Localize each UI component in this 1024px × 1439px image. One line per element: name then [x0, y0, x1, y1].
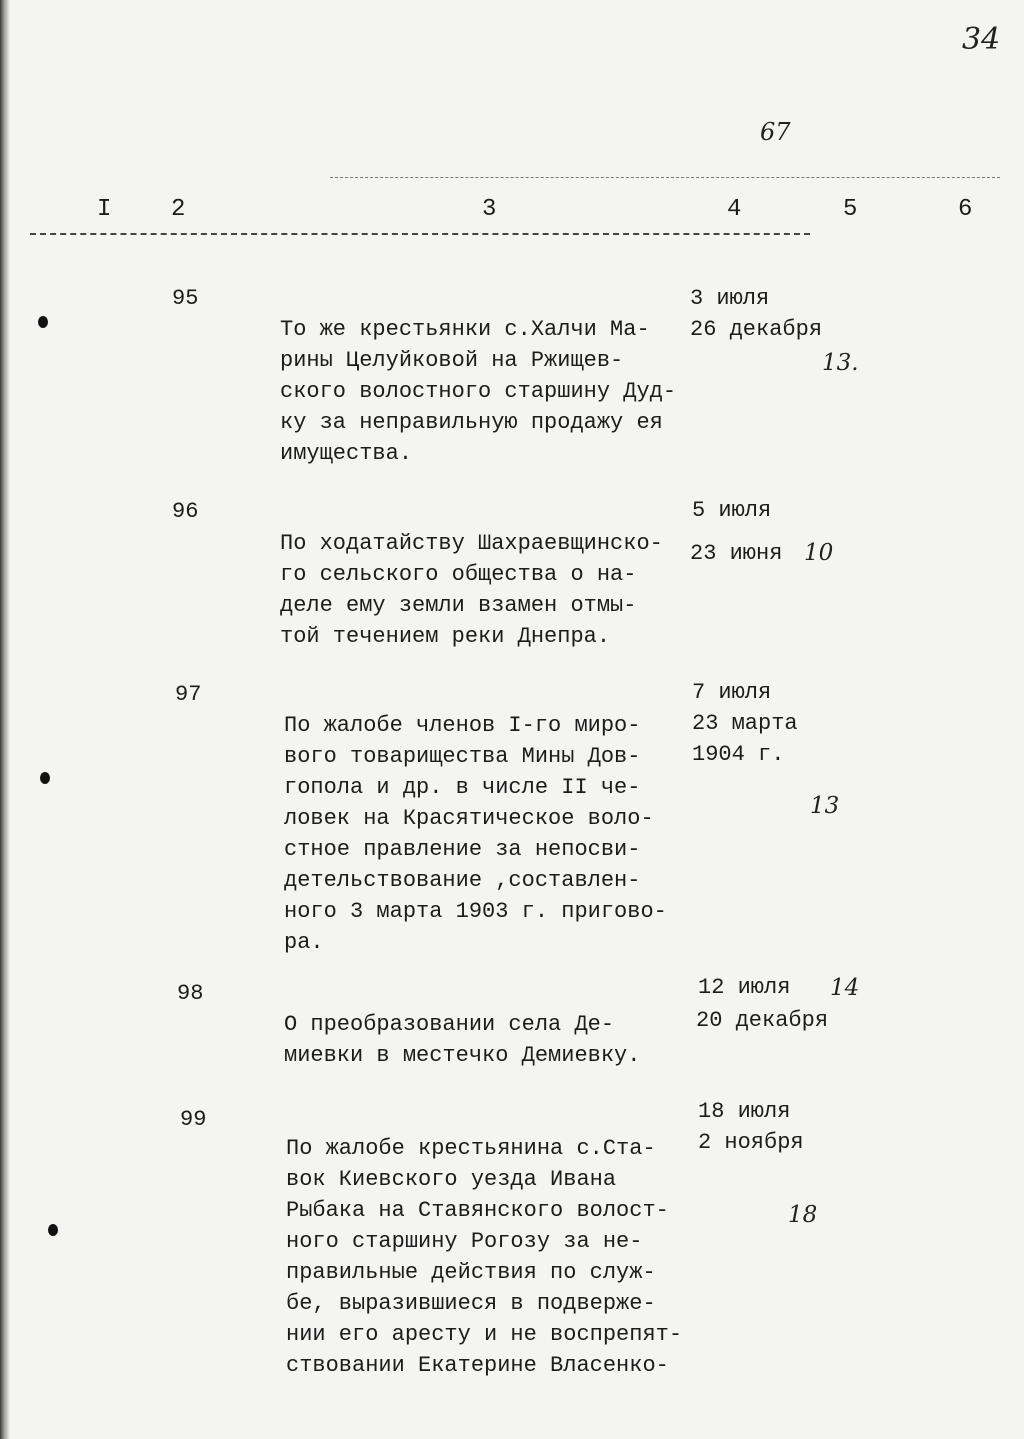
start-date: 12 июля — [698, 975, 791, 1000]
column-header-6: 6 — [958, 196, 973, 223]
sheet-count: 13. — [822, 350, 859, 376]
header-rule-bottom — [30, 233, 810, 235]
description-line: стное правление за непосви- — [284, 837, 641, 862]
description-line: детельствование ,составлен- — [284, 868, 641, 893]
sheet-count: 14 — [830, 975, 860, 1001]
entry-description — [284, 978, 640, 1071]
description-line: той течением реки Днепра. — [280, 624, 611, 649]
description-line: То же крестьянки с.Халчи Ма- — [280, 317, 650, 342]
description-line: ного старшину Рогозу за не- — [286, 1229, 643, 1254]
description-line: ку за неправильную продажу ея — [280, 410, 663, 435]
description-line: ского волостного старшину Дуд- — [280, 379, 677, 404]
end-date: 26 декабря — [690, 317, 823, 342]
entry-dates — [690, 283, 822, 345]
start-date: 18 июля — [698, 1099, 791, 1124]
entry-number: 99 — [180, 1107, 207, 1132]
header-rule-top — [330, 177, 1000, 178]
column-header-2: 2 — [171, 196, 186, 223]
entry-number: 98 — [177, 981, 204, 1006]
entry-dates — [690, 538, 782, 569]
description-line: По ходатайству Шахраевщинско- — [280, 531, 663, 556]
entry-dates — [698, 972, 790, 1003]
description-line: нии его аресту и не воспрепят- — [286, 1322, 683, 1347]
description-line: имущества. — [280, 441, 413, 466]
start-date: 3 июля — [690, 286, 770, 311]
end-date: 20 декабря — [696, 1008, 829, 1033]
column-header-4: 4 — [727, 196, 742, 223]
entry-dates — [692, 677, 798, 770]
description-line: ного 3 марта 1903 г. пригово- — [284, 899, 667, 924]
entry-number: 97 — [175, 682, 202, 707]
entry-description — [280, 283, 676, 469]
description-line: рины Целуйковой на Ржищев- — [280, 348, 624, 373]
description-line: вок Киевского уезда Ивана — [286, 1167, 617, 1192]
description-line: О преобразовании села Де- — [284, 1012, 615, 1037]
description-line: По жалобе крестьянина с.Ста- — [286, 1136, 656, 1161]
description-line: ра. — [284, 930, 324, 955]
sheet-number: 34 — [962, 22, 1001, 57]
description-line: деле ему земли взамен отмы- — [280, 593, 637, 618]
entry-dates — [696, 1005, 828, 1036]
folio-number: 67 — [760, 118, 791, 146]
sheet-count: 18 — [788, 1202, 818, 1228]
description-line: Рыбака на Ставянского волост- — [286, 1198, 669, 1223]
description-line: гопола и др. в числе II че- — [284, 775, 641, 800]
punch-hole — [40, 772, 50, 784]
description-line: ловек на Красятическое воло- — [284, 806, 654, 831]
column-header-1: I — [97, 196, 112, 223]
end-date: 23 июня — [690, 541, 783, 566]
entry-dates — [698, 1096, 804, 1158]
description-line: го сельского общества о на- — [280, 562, 637, 587]
description-line: миевки в местечко Демиевку. — [284, 1043, 641, 1068]
column-header-3: 3 — [482, 196, 497, 223]
description-line: По жалобе членов I-го миро- — [284, 713, 641, 738]
end-year: 1904 г. — [692, 742, 785, 767]
entry-description — [286, 1102, 682, 1381]
end-date: 23 марта — [692, 711, 798, 736]
page-edge-shadow — [0, 0, 10, 1439]
start-date: 7 июля — [692, 680, 772, 705]
punch-hole — [38, 316, 48, 328]
entry-description — [284, 679, 667, 958]
punch-hole — [48, 1224, 58, 1236]
end-date: 2 ноября — [698, 1130, 804, 1155]
entry-description — [280, 497, 663, 652]
sheet-count: 10 — [804, 540, 834, 566]
description-line: бе, выразившиеся в подверже- — [286, 1291, 656, 1316]
entry-number: 95 — [172, 286, 199, 311]
description-line: правильные действия по служ- — [286, 1260, 656, 1285]
column-header-5: 5 — [843, 196, 858, 223]
description-line: вого товарищества Мины Дов- — [284, 744, 641, 769]
entry-number: 96 — [172, 499, 199, 524]
sheet-count: 13 — [810, 793, 840, 819]
description-line: ствовании Екатерине Власенко- — [286, 1353, 669, 1378]
entry-dates — [692, 495, 771, 526]
start-date: 5 июля — [692, 498, 772, 523]
